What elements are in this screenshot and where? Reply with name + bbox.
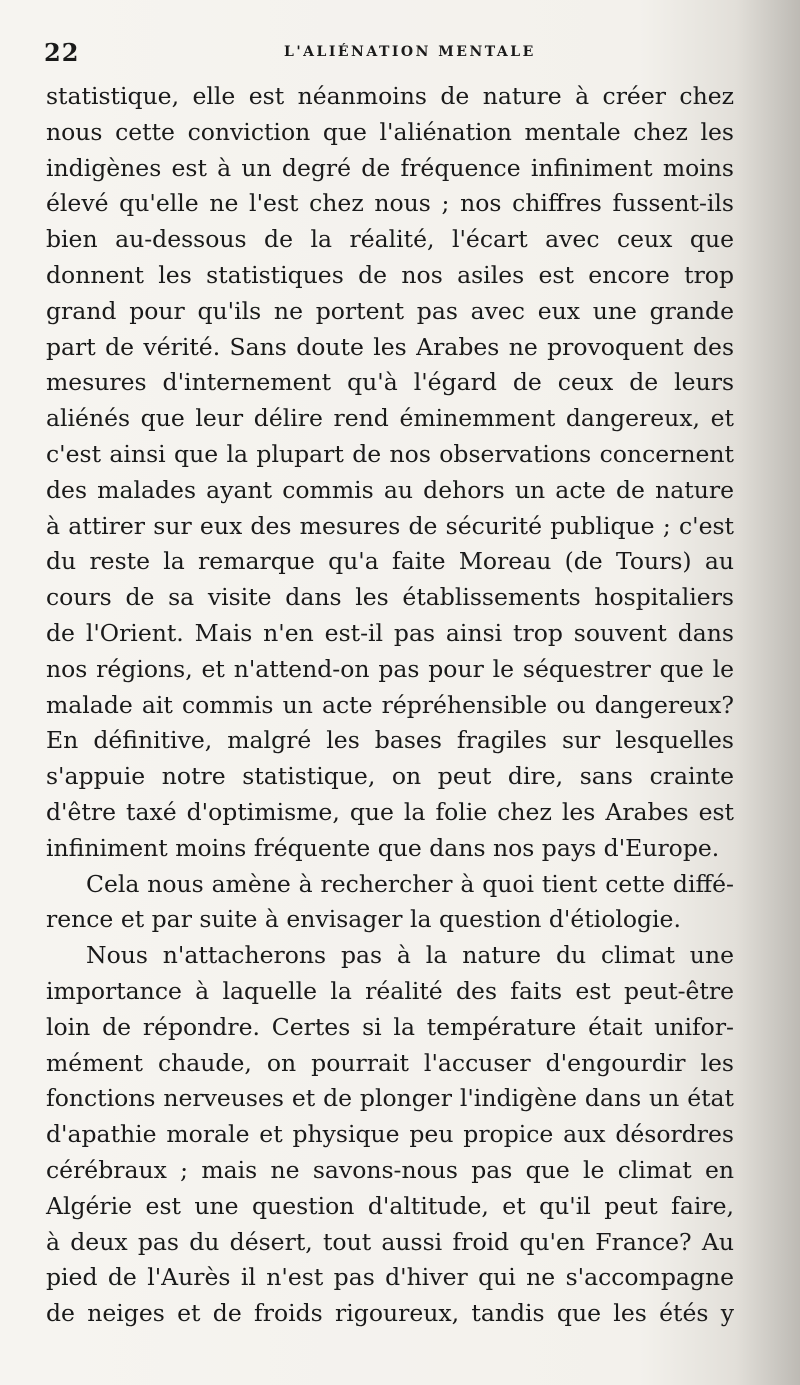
text-line: malade ait commis un acte répréhensible ou dangereux?: [46, 690, 734, 719]
text-line: indigènes est à un degré de fréquence infiniment moins: [46, 153, 734, 182]
text-line: importance à laquelle la réalité des faits est peut-être: [46, 976, 734, 1005]
text-line: En définitive, malgré les bases fragiles sur lesquelles: [46, 726, 734, 755]
text-line: grand pour qu'ils ne portent pas avec eux une grande: [46, 296, 734, 325]
text-line: pied de l'Aurès il n'est pas d'hiver qui ne s'accompagne: [46, 1263, 734, 1292]
text-line: du reste la remarque qu'a faite Moreau (de Tours) au: [46, 547, 734, 576]
text-line: Cela nous amène à rechercher à quoi tient cette diffé-: [86, 869, 734, 898]
page-header: [44, 38, 734, 68]
text-line: cours de sa visite dans les établissements hospitaliers: [46, 583, 734, 612]
running-title: L'ALIÉNATION MENTALE: [284, 44, 536, 60]
text-line: s'appuie notre statistique, on peut dire, sans crainte: [46, 762, 734, 791]
text-line: élevé qu'elle ne l'est chez nous ; nos chiffres fussent-ils: [46, 189, 734, 218]
text-line: cérébraux ; mais ne savons-nous pas que le climat en: [46, 1155, 734, 1184]
text-line: rence et par suite à envisager la question d'étiologie.: [46, 905, 681, 934]
page-number: 22: [44, 38, 80, 67]
text-line: statistique, elle est néanmoins de nature à créer chez: [46, 82, 734, 110]
text-line: part de vérité. Sans doute les Arabes ne provoquent des: [46, 332, 734, 361]
text-line: mesures d'internement qu'à l'égard de ceux de leurs: [46, 368, 734, 397]
text-line: loin de répondre. Certes si la température était unifor-: [46, 1012, 734, 1041]
text-line: fonctions nerveuses et de plonger l'indigène dans un état: [46, 1084, 734, 1113]
text-line: des malades ayant commis au dehors un acte de nature: [46, 475, 734, 504]
text-line: mément chaude, on pourrait l'accuser d'engourdir les: [46, 1048, 734, 1077]
body-text: [46, 79, 734, 1332]
text-line: donnent les statistiques de nos asiles est encore trop: [46, 260, 734, 289]
text-line: bien au-dessous de la réalité, l'écart avec ceux que: [46, 225, 734, 254]
text-line: de l'Orient. Mais n'en est-il pas ainsi trop souvent dans: [46, 618, 734, 647]
text-line: d'apathie morale et physique peu propice aux désordres: [46, 1120, 734, 1149]
text-line: à attirer sur eux des mesures de sécurité publique ; c'est: [46, 511, 734, 540]
text-line: nos régions, et n'attend-on pas pour le séquestrer que le: [46, 654, 734, 683]
text-line: aliénés que leur délire rend éminemment dangereux, et: [46, 404, 734, 433]
text-line: de neiges et de froids rigoureux, tandis que les étés y: [46, 1299, 734, 1328]
text-line: nous cette conviction que l'aliénation mentale chez les: [46, 117, 734, 146]
text-line: Algérie est une question d'altitude, et qu'il peut faire,: [46, 1191, 734, 1220]
text-line: infiniment moins fréquente que dans nos pays d'Europe.: [46, 833, 720, 862]
text-line: à deux pas du désert, tout aussi froid qu'en France? Au: [46, 1227, 734, 1256]
text-line: d'être taxé d'optimisme, que la folie chez les Arabes est: [46, 797, 734, 826]
text-line: Nous n'attacherons pas à la nature du climat une: [86, 941, 734, 970]
text-line: c'est ainsi que la plupart de nos observations concernent: [46, 439, 734, 468]
